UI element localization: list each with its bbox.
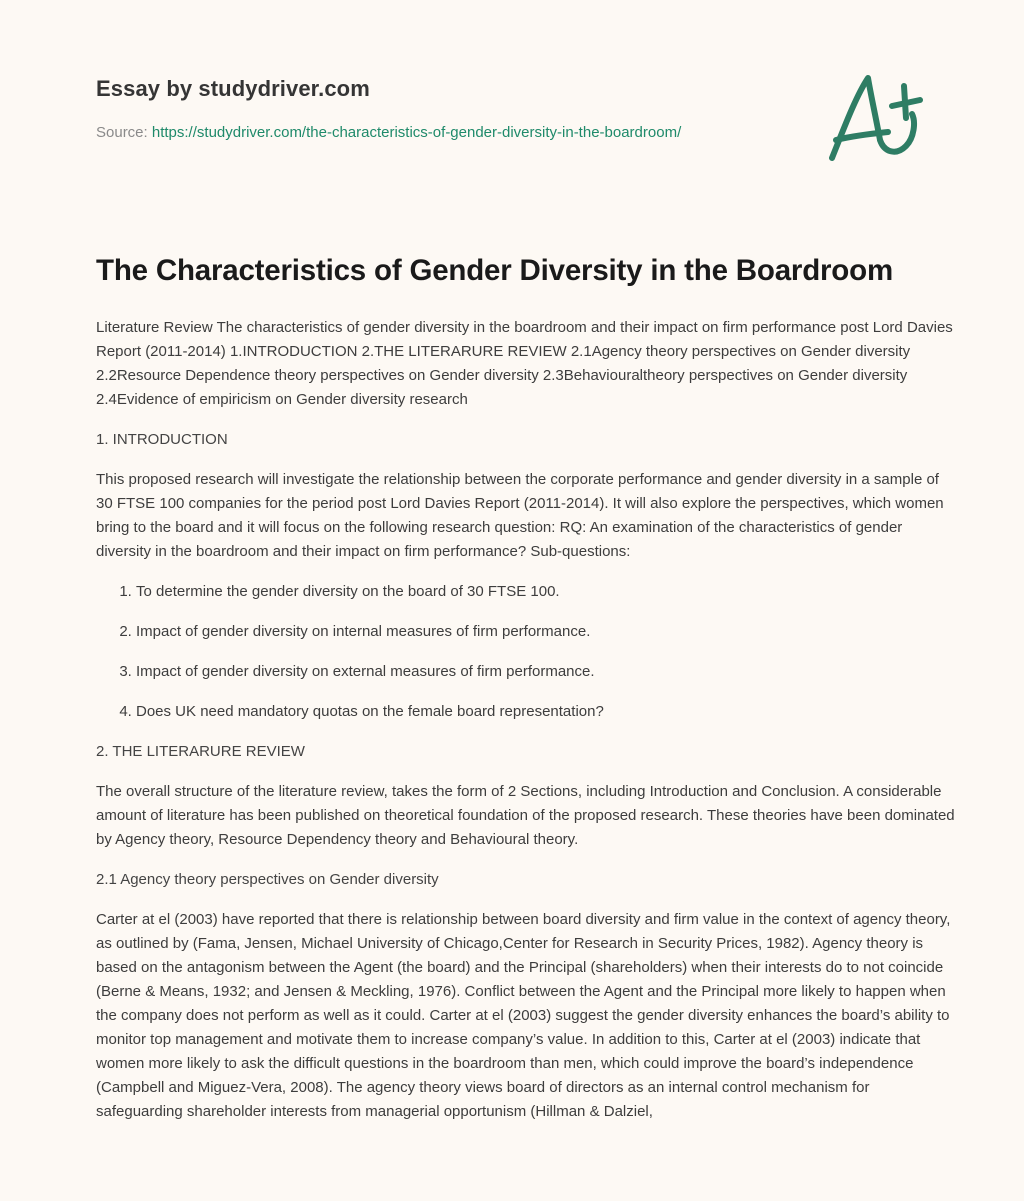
literature-review-paragraph: The overall structure of the literature review, takes the form of 2 Sections, including Introduction and Conclusion. A considerable amount of literature has been published on theoretical foundation of the proposed research. These theories have been dominated by Agency theory, Resource Dependency theory and Behavioural theory. <box>96 783 955 848</box>
sub-questions-list <box>96 580 956 724</box>
source-link[interactable]: https://studydriver.com/the-characteristics-of-gender-diversity-in-the-boardroom/ <box>151 124 682 141</box>
article-body <box>96 316 956 1140</box>
site-brand: Essay by studydriver.com <box>96 76 370 101</box>
list-item: 4. Does UK need mandatory quotas on the female board representation? <box>136 700 956 724</box>
list-item: 2. Impact of gender diversity on internal measures of firm performance. <box>136 620 956 644</box>
agency-theory-paragraph: Carter at el (2003) have reported that there is relationship between board diversity and firm value in the context of agency theory, as outlined by (Fama, Jensen, Michael University of Chicago,Center for Research in Security Prices, 1982). Agency theory is based on the antagonism between the Agent (the board) and the Principal (shareholders) when their interests do to not coincide (Berne & Means, 1932; and Jensen & Meckling, 1976). Conflict between the Agent and the Principal more likely to happen when the company does not perform as well as it could. Carter at el (2003) suggest the gender diversity enhances the board’s ability to monitor top management and motivate them to increase company’s value. In addition to this, Carter at el (2003) indicate that women more likely to ask the difficult questions in the boardroom than men, which could improve the board’s independence (Campbell and Miguez-Vera, 2008). The agency theory views board of directors as an internal control mechanism for safeguarding shareholder interests from managerial opportunism (Hillman & Dalziel, <box>96 911 951 1120</box>
section-heading-literature-review: 2. THE LITERARURE REVIEW <box>96 743 305 760</box>
intro-paragraph: Literature Review The characteristics of gender diversity in the boardroom and their impact on firm performance post Lord Davies Report (2011-2014) 1.INTRODUCTION 2.THE LITERARURE REVIEW 2.1Agency theory perspectives on Gender diversity 2.2Resource Dependence theory perspectives on Gender diversity 2.3Behaviouraltheory perspectives on Gender diversity 2.4Evidence of empiricism on Gender diversity research <box>96 319 953 408</box>
section-heading-introduction: 1. INTRODUCTION <box>96 431 228 448</box>
section-heading-agency-theory: 2.1 Agency theory perspectives on Gender diversity <box>96 871 439 888</box>
list-item: 3. Impact of gender diversity on external measures of firm performance. <box>136 660 956 684</box>
source-label: Source: <box>96 124 148 141</box>
article-title: The Characteristics of Gender Diversity in the Boardroom <box>96 254 893 287</box>
source-line <box>96 124 681 141</box>
list-item: 1. To determine the gender diversity on the board of 30 FTSE 100. <box>136 580 956 604</box>
a-plus-grade-icon <box>822 66 932 166</box>
introduction-paragraph: This proposed research will investigate the relationship between the corporate performance and gender diversity in a sample of 30 FTSE 100 companies for the period post Lord Davies Report (2011-2014). It will also explore the perspectives, which women bring to the board and it will focus on the following research question: RQ: An examination of the characteristics of gender diversity in the boardroom and their impact on firm performance? Sub-questions: <box>96 471 944 560</box>
